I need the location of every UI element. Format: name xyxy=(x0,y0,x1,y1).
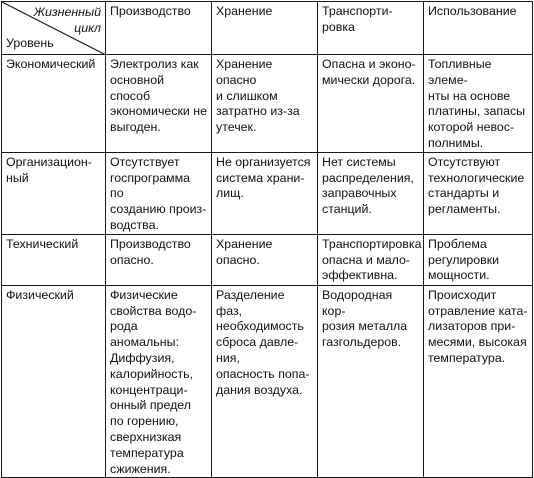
table-cell: Опасна и эконо- мически дорога. xyxy=(318,55,424,153)
column-header-production: Производство xyxy=(106,2,212,55)
column-header-storage: Хранение xyxy=(212,2,318,55)
header-row xyxy=(2,2,533,55)
table-row xyxy=(2,234,533,285)
table-row xyxy=(2,55,533,153)
table-cell: Хранение опасно и слишком затратно из-за утечек. xyxy=(212,55,318,153)
table-cell: Происходит отравление ката- лизаторов при- месями, высокая температура. xyxy=(424,285,533,478)
table-cell: Транспортировка опасна и мало- эффективна. xyxy=(318,234,424,285)
table-cell: Производство опасно. xyxy=(106,234,212,285)
table-cell: Проблема регулировки мощности. xyxy=(424,234,533,285)
hydrogen-lifecycle-table xyxy=(1,1,533,478)
table-cell: Разделение фаз, необходимость сброса давле- ния, опасность попа- дания воздуха. xyxy=(212,285,318,478)
corner-bottom-label: Уровень xyxy=(6,36,54,51)
corner-cell xyxy=(2,2,106,55)
table-row xyxy=(2,152,533,234)
table-cell: Не организуется система храни- лищ. xyxy=(212,152,318,234)
table-cell: Топливные элеме- нты на основе платины, запасы которой невос- полнимы. xyxy=(424,55,533,153)
row-label-physical: Физический xyxy=(2,285,106,478)
row-label-economic: Экономический xyxy=(2,55,106,153)
table-cell: Отсутствуют технологические стандарты и регламенты. xyxy=(424,152,533,234)
table-row xyxy=(2,285,533,478)
row-label-technical: Технический xyxy=(2,234,106,285)
column-header-usage: Использование xyxy=(424,2,533,55)
row-label-organizational: Организацион- ный xyxy=(2,152,106,234)
table-cell: Хранение опасно. xyxy=(212,234,318,285)
table-cell: Электролиз как основной способ экономически не выгоден. xyxy=(106,55,212,153)
column-header-transport: Транспорти- ровка xyxy=(318,2,424,55)
table-cell: Водородная кор- розия металла газгольдеров. xyxy=(318,285,424,478)
table-cell: Физические свойства водо- рода аномальны: Диффузия, калорийность, концентраци- онный предел по горению, сверхнизкая температура сжижения. xyxy=(106,285,212,478)
table-cell: Отсутствует госпрограмма по созданию произ- водства. xyxy=(106,152,212,234)
corner-top-label: Жизненный цикл xyxy=(33,5,101,35)
table-cell: Нет системы распределения, заправочных станций. xyxy=(318,152,424,234)
